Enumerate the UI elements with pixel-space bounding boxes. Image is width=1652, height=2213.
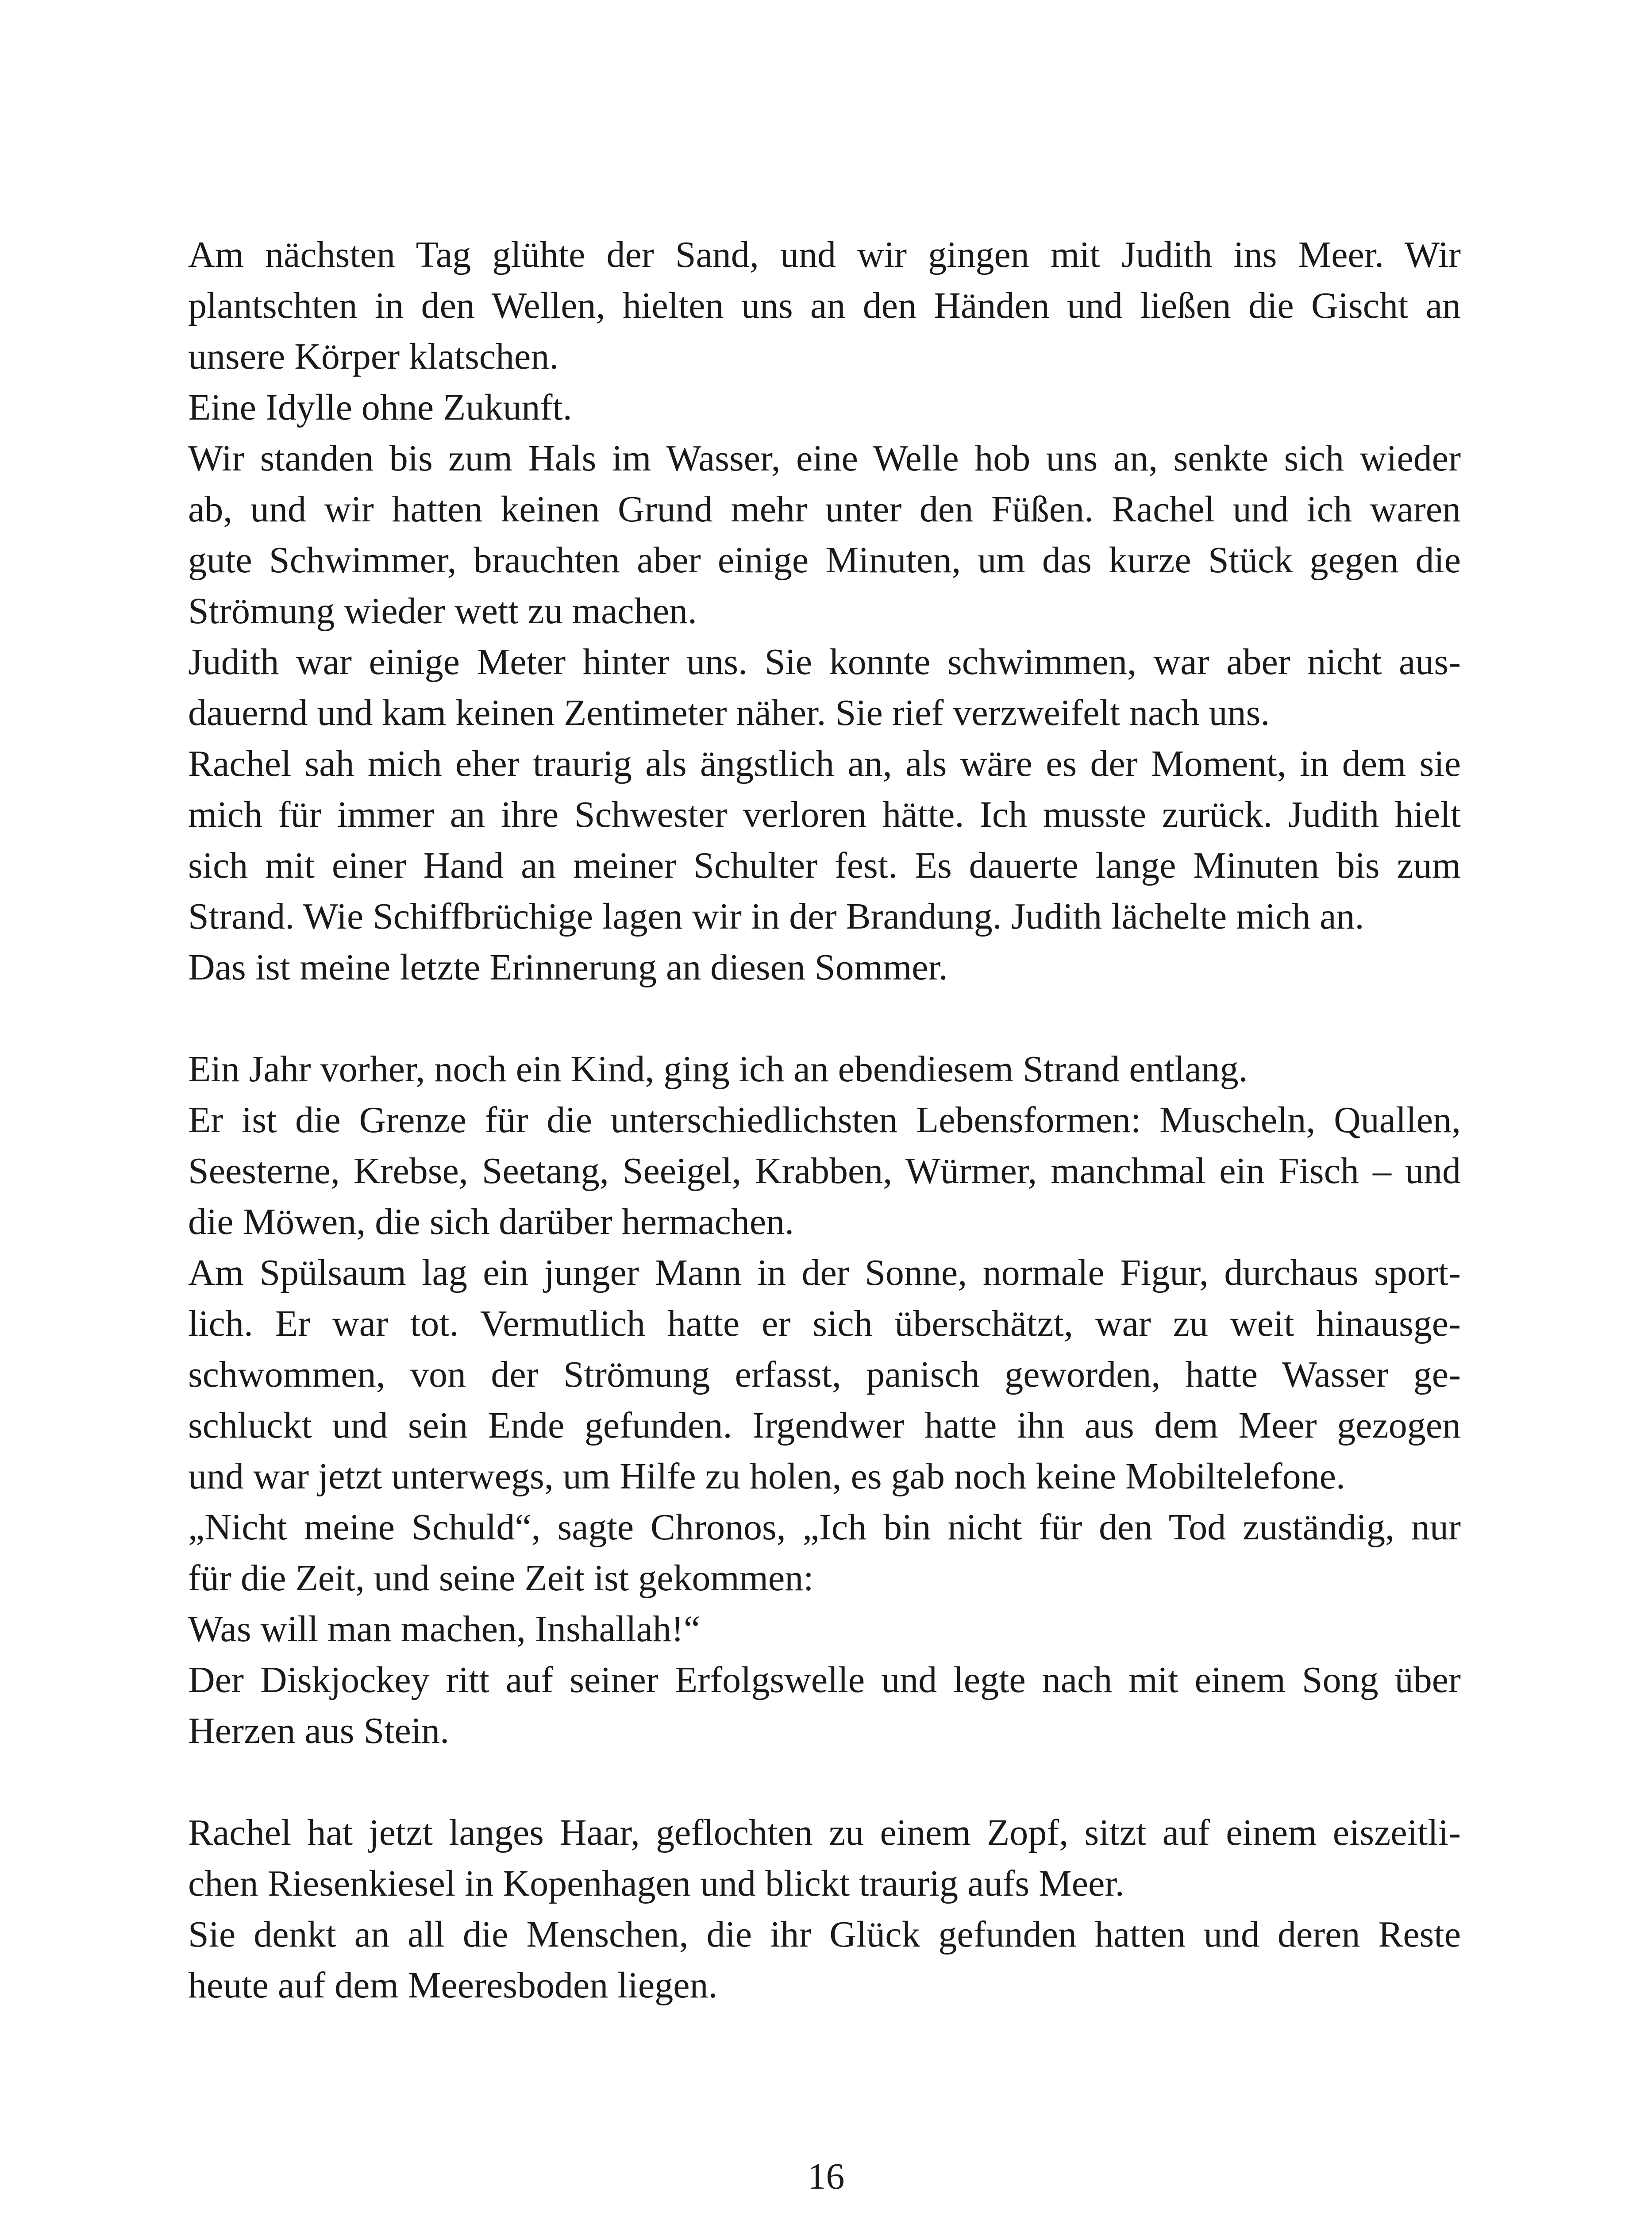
paragraph bbox=[188, 1654, 1461, 1756]
paragraph bbox=[188, 1044, 1461, 1095]
text-line: Eine Idylle ohne Zukunft. bbox=[188, 387, 572, 428]
text-line: Strömung wieder wett zu machen. bbox=[188, 590, 697, 632]
text-line: Was will man machen, Inshallah!“ bbox=[188, 1608, 701, 1650]
paragraph bbox=[188, 1807, 1461, 1909]
text-line: Am Spülsaum lag ein junger Mann in der Sonne, normale Figur, durchaus sport- bbox=[188, 1252, 1461, 1293]
text-line: schluckt und sein Ende gefunden. Irgendwer hatte ihn aus dem Meer gezogen bbox=[188, 1405, 1461, 1446]
text-line: Herzen aus Stein. bbox=[188, 1710, 450, 1751]
paragraph-gap bbox=[188, 1756, 1461, 1807]
text-line: Der Diskjockey ritt auf seiner Erfolgswelle und legte nach mit einem Song über bbox=[188, 1659, 1461, 1700]
text-line: sich mit einer Hand an meiner Schulter fest. Es dauerte lange Minuten bis zum bbox=[188, 845, 1461, 886]
text-line: schwommen, von der Strömung erfasst, panisch geworden, hatte Wasser ge- bbox=[188, 1354, 1461, 1395]
paragraph bbox=[188, 1502, 1461, 1604]
paragraph bbox=[188, 229, 1461, 382]
text-line: „Nicht meine Schuld“, sagte Chronos, „Ich bin nicht für den Tod zuständig, nur bbox=[188, 1507, 1461, 1548]
text-line: Seesterne, Krebse, Seetang, Seeigel, Krabben, Würmer, manchmal ein Fisch – und bbox=[188, 1150, 1461, 1191]
text-line: und war jetzt unterwegs, um Hilfe zu holen, es gab noch keine Mobiltelefone. bbox=[188, 1456, 1345, 1497]
text-line: mich für immer an ihre Schwester verloren hätte. Ich musste zurück. Judith hielt bbox=[188, 794, 1461, 835]
paragraph bbox=[188, 1247, 1461, 1502]
text-line: Das ist meine letzte Erinnerung an diesen Sommer. bbox=[188, 947, 948, 988]
text-line: gute Schwimmer, brauchten aber einige Minuten, um das kurze Stück gegen die bbox=[188, 540, 1461, 581]
paragraph bbox=[188, 942, 1461, 993]
text-line: dauernd und kam keinen Zentimeter näher. Sie rief verzweifelt nach uns. bbox=[188, 692, 1270, 733]
paragraph bbox=[188, 636, 1461, 738]
paragraph bbox=[188, 1095, 1461, 1247]
body-text bbox=[188, 229, 1461, 2011]
text-line: Strand. Wie Schiffbrüchige lagen wir in der Brandung. Judith lächelte mich an. bbox=[188, 896, 1364, 937]
paragraph bbox=[188, 1909, 1461, 2011]
text-line: Rachel hat jetzt langes Haar, geflochten zu einem Zopf, sitzt auf einem eiszeitli- bbox=[188, 1812, 1461, 1853]
paragraph bbox=[188, 433, 1461, 636]
text-line: heute auf dem Meeresboden liegen. bbox=[188, 1965, 718, 2006]
paragraph bbox=[188, 382, 1461, 433]
text-line: chen Riesenkiesel in Kopenhagen und blickt traurig aufs Meer. bbox=[188, 1863, 1124, 1904]
paragraph bbox=[188, 1604, 1461, 1654]
text-line: die Möwen, die sich darüber hermachen. bbox=[188, 1201, 794, 1242]
page-number: 16 bbox=[807, 2156, 845, 2197]
text-line: Am nächsten Tag glühte der Sand, und wir gingen mit Judith ins Meer. Wir bbox=[188, 234, 1461, 275]
text-line: Er ist die Grenze für die unterschiedlichsten Lebensformen: Muscheln, Quallen, bbox=[188, 1099, 1461, 1141]
text-line: für die Zeit, und seine Zeit ist gekommen: bbox=[188, 1558, 814, 1599]
paragraph-gap bbox=[188, 993, 1461, 1044]
text-line: lich. Er war tot. Vermutlich hatte er sich überschätzt, war zu weit hinausge- bbox=[188, 1303, 1461, 1344]
paragraph bbox=[188, 738, 1461, 942]
text-line: Sie denkt an all die Menschen, die ihr Glück gefunden hatten und deren Reste bbox=[188, 1914, 1461, 1955]
text-line: Ein Jahr vorher, noch ein Kind, ging ich an ebendiesem Strand entlang. bbox=[188, 1049, 1248, 1090]
text-line: ab, und wir hatten keinen Grund mehr unter den Füßen. Rachel und ich waren bbox=[188, 489, 1461, 530]
text-line: plantschten in den Wellen, hielten uns an den Händen und ließen die Gischt an bbox=[188, 285, 1461, 326]
text-line: Rachel sah mich eher traurig als ängstlich an, als wäre es der Moment, in dem sie bbox=[188, 743, 1461, 784]
text-line: Judith war einige Meter hinter uns. Sie konnte schwimmen, war aber nicht aus- bbox=[188, 641, 1461, 682]
text-line: unsere Körper klatschen. bbox=[188, 336, 559, 377]
text-line: Wir standen bis zum Hals im Wasser, eine Welle hob uns an, senkte sich wieder bbox=[188, 438, 1461, 479]
